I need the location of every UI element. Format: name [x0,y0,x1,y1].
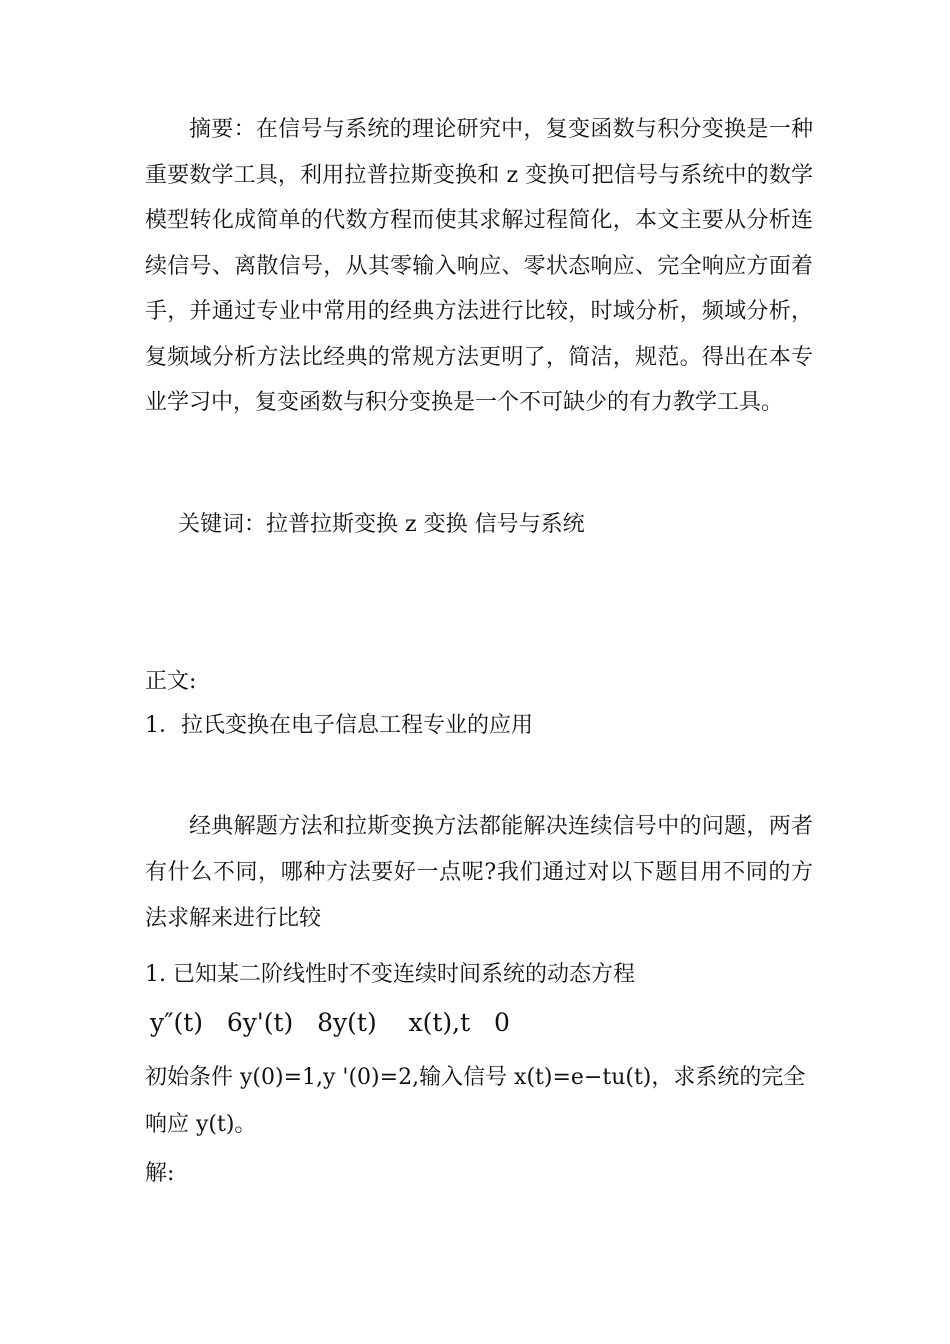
keywords-line: 关键词：拉普拉斯变换 z 变换 信号与系统 [178,512,585,537]
problem-title: 1. 已知某二阶线性时不变连续时间系统的动态方程 [145,962,635,987]
main-heading: 正文: [145,669,197,694]
intro-paragraph: 经典解题方法和拉斯变换方法都能解决连续信号中的问题，两者有什么不同，哪种方法要好一点呢?我们通过对以下题目用不同的方法求解来进行比较 [145,814,813,931]
intro-section [145,804,813,942]
solution-label: 解: [145,1161,175,1186]
section-title: 1．拉氏变换在电子信息工程专业的应用 [145,713,533,738]
initial-conditions: 初始条件 y(0)=1,y '(0)=2,输入信号 x(t)=e−tu(t)，求系统的完全响应 y(t)。 [145,1065,806,1137]
differential-equation: y″(t) 6y'(t) 8y(t) x(t),t 0 [150,1008,510,1037]
abstract-section [145,107,813,426]
abstract-paragraph: 摘要：在信号与系统的理论研究中，复变函数与积分变换是一种重要数学工具，利用拉普拉斯变换和 z 变换可把信号与系统中的数学模型转化成简单的代数方程而使其求解过程简化，本文主要从分析连续信号、离散信号，从其零输入响应、零状态响应、完全响应方面着手，并通过专业中常用的经典方法进行比较，时域分析，频域分析，复频域分析方法比经典的常规方法更明了，简洁，规范。得出在本专业学习中，复变函数与积分变换是一个不可缺少的有力教学工具。 [145,117,813,415]
